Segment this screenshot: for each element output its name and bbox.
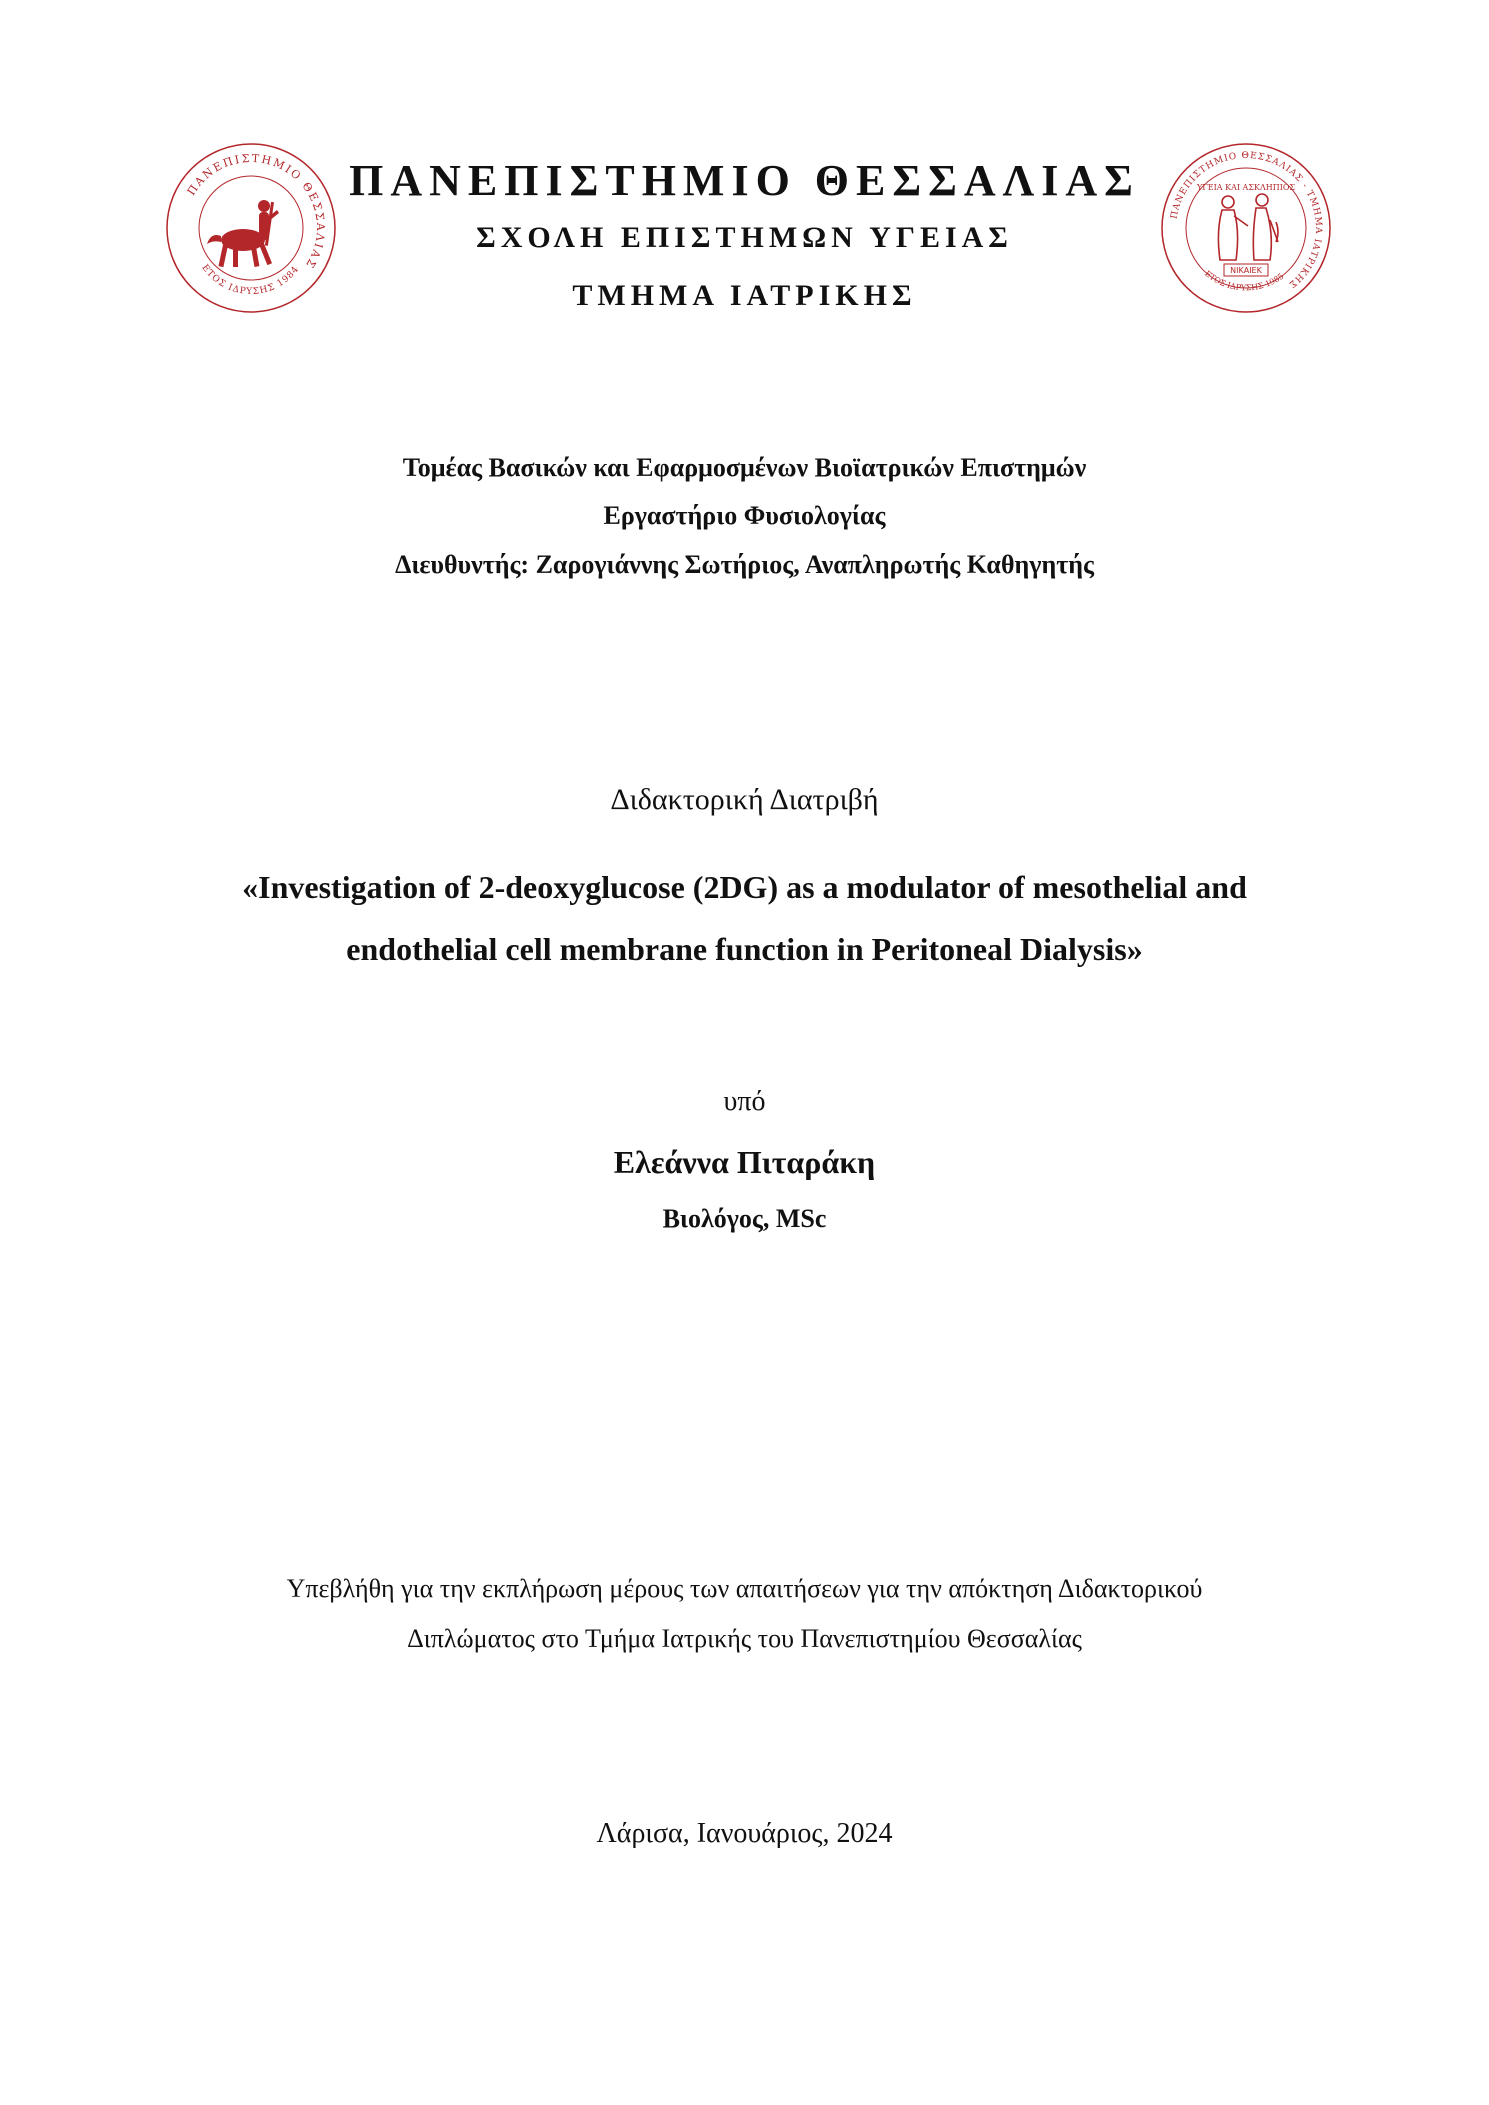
seal-inner-text: ΥΓΕΙΑ ΚΑΙ ΑΣΚΛΗΠΙΟΣ — [1196, 183, 1296, 192]
seal-ring-text: ΠΑΝΕΠΙΣΤΗΜΙΟ ΘΕΣΣΑΛΙΑΣ - ΤΜΗΜΑ ΙΑΤΡΙΚΗΣ — [1169, 150, 1324, 290]
seal-ring-text: ΠΑΝΕΠΙΣΤΗΜΙΟ ΘΕΣΣΑΛΙΑΣ — [184, 151, 328, 272]
thesis-title-line-1: «Investigation of 2-deoxyglucose (2DG) as a modulator of mesothelial and — [242, 869, 1247, 905]
submission-statement-line-1: Υπεβλήθη για την εκπλήρωση μέρους των απαιτήσεων για την απόκτηση Διδακτορικού — [286, 1574, 1203, 1603]
seal-bottom-text: ΕΤΟΣ ΙΔΡΥΣΗΣ 1985 — [1203, 268, 1286, 293]
sector-name: Τομέας Βασικών και Εφαρμοσμένων Βιοϊατρικών Επιστημών — [402, 453, 1087, 482]
director-line: Διευθυντής: Ζαρογιάννης Σωτήριος, Αναπληρωτής Καθηγητής — [395, 550, 1094, 579]
thesis-title-line-2: endothelial cell membrane function in Peritoneal Dialysis» — [346, 931, 1143, 967]
seal-bottom-text: ΕΤΟΣ ΙΔΡΥΣΗΣ 1984 — [199, 263, 302, 298]
university-name: ΠΑΝΕΠΙΣΤΗΜΙΟ ΘΕΣΣΑΛΙΑΣ — [349, 156, 1140, 205]
laboratory-name: Εργαστήριο Φυσιολογίας — [603, 501, 886, 530]
author-name: Ελεάννα Πιταράκη — [613, 1144, 876, 1180]
department-name: ΤΜΗΜΑ ΙΑΤΡΙΚΗΣ — [572, 279, 917, 312]
author-role: Βιολόγος, MSc — [662, 1204, 827, 1233]
school-name: ΣΧΟΛΗ ΕΠΙΣΤΗΜΩΝ ΥΓΕΙΑΣ — [476, 221, 1013, 254]
document-type: Διδακτορική Διατριβή — [610, 783, 879, 816]
submission-statement-line-2: Διπλώματος στο Τμήμα Ιατρικής του Πανεπιστημίου Θεσσαλίας — [407, 1624, 1082, 1653]
seal-label: ΝΙΚΑΙΕΚ — [1230, 266, 1262, 275]
place-and-date: Λάρισα, Ιανουάριος, 2024 — [596, 1818, 893, 1849]
by-label: υπό — [723, 1086, 766, 1117]
